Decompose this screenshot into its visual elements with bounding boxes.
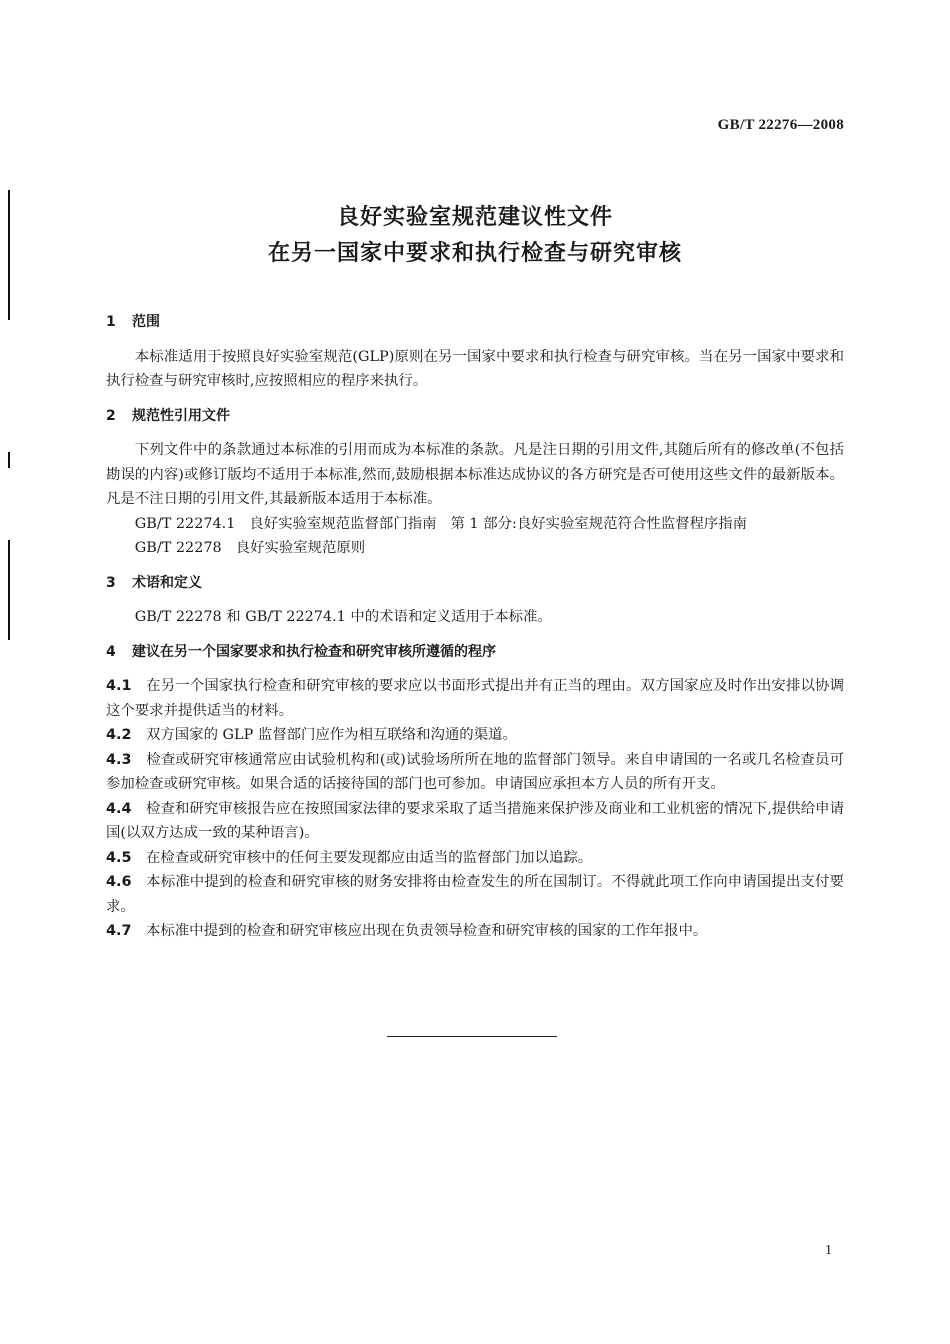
section-number: 1 [106,314,116,330]
clause-text: 在检查或研究审核中的任何主要发现都应由适当的监督部门加以追踪。 [146,849,593,866]
clause-text: 在另一个国家执行检查和研究审核的要求应以书面形式提出并有正当的理由。双方国家应及时作出安排以协调这个要求并提供适当的材料。 [106,678,844,719]
clause-text: 检查或研究审核通常应由试验机构和(或)试验场所所在地的监督部门领导。来自申请国的一名或几名检查员可参加检查或研究审核。如果合适的话接待国的部门也可参加。申请国应承担本方人员的所有开支。 [106,751,844,792]
clause-text: 检查和研究审核报告应在按照国家法律的要求采取了适当措施来保护涉及商业和工业机密的情况下,提供给申请国(以双方达成一致的某种语言)。 [106,800,844,841]
clause-number: 4.1 [106,678,132,694]
section-title: 术语和定义 [132,574,202,591]
terms-definitions-paragraph: GB/T 22278 和 GB/T 22274.1 中的术语和定义适用于本标准。 [134,609,552,625]
reference-item [106,512,844,537]
reference-part: 第 1 部分:良好实验室规范符合性监督程序指南 [450,515,748,532]
section-number: 4 [106,643,116,660]
section-heading-scope [106,310,844,335]
reference-code: GB/T 22274.1 [134,515,236,532]
clause-4-5 [106,846,844,871]
document-title-line-2: 在另一国家中要求和执行检查与研究审核 [267,241,682,266]
section-title: 建议在另一个国家要求和执行检查和研究审核所遵循的程序 [132,643,496,660]
clause-4-7 [106,919,844,944]
clause-number: 4.4 [106,800,132,817]
document-body [106,310,844,944]
clause-4-2 [106,723,844,748]
standard-code: GB/T 22276—2008 [717,117,844,133]
scan-mark-middle [8,452,10,468]
clause-text: 本标准中提到的检查和研究审核应出现在负责领导检查和研究审核的国家的工作年报中。 [146,923,708,939]
section-heading-normative-references [106,404,844,429]
end-of-document-rule [387,1036,557,1037]
section-number: 3 [106,574,116,591]
section-heading-procedures [106,640,844,665]
clause-text: 本标准中提到的检查和研究审核的财务安排将由检查发生的所在国制订。不得就此项工作向申请国提出支付要求。 [106,874,844,915]
section-title: 规范性引用文件 [132,407,230,424]
scan-mark-bottom [8,540,10,640]
clause-number: 4.2 [106,727,132,743]
clause-number: 4.6 [106,874,132,890]
clause-4-1 [106,674,844,723]
clause-number: 4.7 [106,923,132,939]
reference-title: 良好实验室规范原则 [235,540,366,556]
scope-paragraph: 本标准适用于按照良好实验室规范(GLP)原则在另一国家中要求和执行检查与研究审核。当在另一国家中要求和执行检查与研究审核时,应按照相应的程序来执行。 [106,348,844,389]
reference-code: GB/T 22278 [134,540,222,556]
clause-number: 4.3 [106,751,132,768]
page-number: 1 [825,1243,832,1258]
normative-references-paragraph: 下列文件中的条款通过本标准的引用而成为本标准的条款。凡是注日期的引用文件,其随后所有的修改单(不包括勘误的内容)或修订版均不适用于本标准,然而,鼓励根据本标准达成协议的各方研究是否可使用这些文件的最新版本。凡是不注日期的引用文件,其最新版本适用于本标准。 [106,442,844,507]
reference-item [106,536,844,561]
clause-4-3 [106,748,844,797]
clause-number: 4.5 [106,849,132,866]
section-number: 2 [106,407,116,424]
section-title: 范围 [132,314,160,330]
clause-4-4 [106,797,844,846]
clause-4-6 [106,870,844,919]
clause-text: 双方国家的 GLP 监督部门应作为相互联络和沟通的渠道。 [146,727,517,743]
document-title-line-1: 良好实验室规范建议性文件 [336,205,613,230]
section-heading-terms-definitions [106,571,844,596]
reference-title: 良好实验室规范监督部门指南 [249,515,437,532]
